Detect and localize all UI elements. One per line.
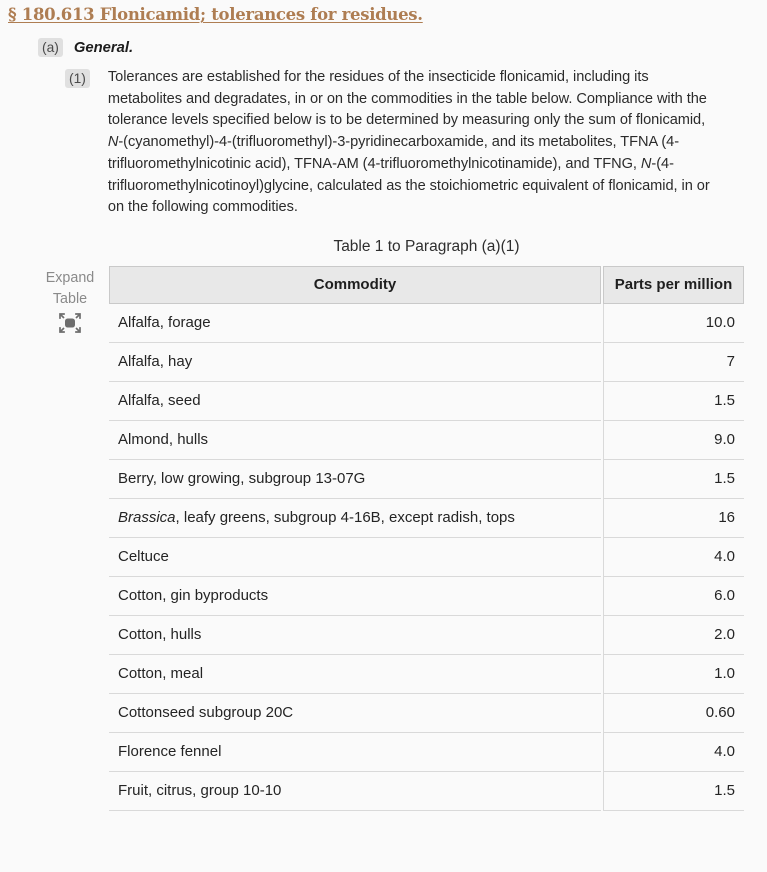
ppm-cell: 10.0: [603, 304, 744, 343]
commodity-cell: [109, 694, 601, 733]
table-header-row: [109, 266, 744, 304]
table-header: [109, 266, 744, 304]
ppm-cell: 1.5: [603, 772, 744, 811]
commodity-cell: [109, 460, 601, 499]
commodity-cell: [109, 382, 601, 421]
expand-table-button[interactable]: [38, 268, 102, 334]
text: Fruit, citrus, group 10-10: [118, 782, 282, 800]
text: Cotton, gin byproducts: [118, 587, 269, 605]
paragraph-a-marker: (a): [38, 38, 63, 57]
text: Alfalfa, seed: [118, 392, 201, 410]
commodity-cell: [109, 577, 601, 616]
ppm-cell: 0.60: [603, 694, 744, 733]
commodity-cell: [109, 499, 601, 538]
text: -(cyanomethyl)-4-(trifluoromethyl)-3-pyridinecarboxamide, and its metabolites, TFNA (4-trifluoromethylnicotinic acid), TFNA-AM (4-trifluoromethylnicotinamide), and TFNG,: [107, 134, 680, 172]
regulation-document: [0, 5, 767, 872]
paragraph-a: [38, 38, 767, 58]
ppm-cell: 1.5: [603, 382, 744, 421]
italic-text: N: [640, 155, 652, 172]
text: -(4-trifluoromethylnicotinoyl)glycine, calculated as the stoichiometric equivalent of flonicamid, in or on the following commodities.: [107, 155, 710, 216]
ppm-cell: 6.0: [603, 577, 744, 616]
expand-icon: [58, 312, 82, 334]
section-heading-link[interactable]: § 180.613 Flonicamid; tolerances for residues.: [8, 5, 423, 24]
ppm-cell: 1.0: [603, 655, 744, 694]
commodity-cell: [109, 421, 601, 460]
ppm-cell: 1.5: [603, 460, 744, 499]
ppm-cell: 4.0: [603, 538, 744, 577]
paragraph-a1-marker: (1): [65, 69, 90, 88]
commodity-cell: [109, 343, 601, 382]
text: Celtuce: [118, 548, 169, 566]
text: Alfalfa, hay: [118, 353, 193, 371]
ppm-cell: 7: [603, 343, 744, 382]
column-header-parts-per-million: Parts per million: [603, 266, 744, 304]
text: , leafy greens, subgroup 4-16B, except radish, tops: [175, 509, 515, 527]
text: Tolerances are established for the residues of the insecticide flonicamid, including its metabolites and degradates, in or on the commodities in the table below. Compliance with the tolerance levels specified below is to be determined by measuring only the sum of flonicamid,: [107, 69, 707, 129]
table-caption: Table 1 to Paragraph (a)(1): [333, 237, 520, 255]
expand-table-label-line1: Expand: [45, 269, 95, 286]
ppm-cell: 4.0: [603, 733, 744, 772]
commodity-cell: [109, 616, 601, 655]
table-row: [109, 343, 744, 382]
commodity-cell: [109, 538, 601, 577]
text: Berry, low growing, subgroup 13-07G: [118, 470, 366, 488]
ppm-cell: 9.0: [603, 421, 744, 460]
tolerance-table: [107, 266, 746, 811]
table-row: [109, 616, 744, 655]
table-row: [109, 733, 744, 772]
section-heading: [8, 5, 767, 24]
commodity-cell: [109, 733, 601, 772]
table-row: [109, 655, 744, 694]
text: Almond, hulls: [118, 431, 209, 449]
paragraph-a1-text: [108, 67, 720, 219]
column-header-commodity: Commodity: [109, 266, 601, 304]
text: Florence fennel: [118, 743, 222, 761]
paragraph-a-title: General.: [73, 40, 134, 56]
italic-text: Brassica: [118, 509, 176, 527]
table-row: [109, 772, 744, 811]
table-row: [109, 577, 744, 616]
italic-text: N: [107, 134, 119, 151]
paragraph-a1: [65, 69, 767, 219]
table-row: [109, 538, 744, 577]
commodity-cell: [109, 772, 601, 811]
commodity-cell: [109, 655, 601, 694]
table-body: [109, 304, 744, 811]
table-row: [109, 499, 744, 538]
ppm-cell: 16: [603, 499, 744, 538]
table-section: [0, 238, 767, 811]
text: Cottonseed subgroup 20C: [118, 704, 294, 722]
table-row: [109, 460, 744, 499]
table-row: [109, 694, 744, 733]
table-row: [109, 382, 744, 421]
text: Alfalfa, forage: [118, 314, 211, 332]
table-row: [109, 421, 744, 460]
text: Cotton, hulls: [118, 626, 202, 644]
table-row: [109, 304, 744, 343]
commodity-cell: [109, 304, 601, 343]
expand-table-label-line2: Table: [52, 290, 88, 307]
ppm-cell: 2.0: [603, 616, 744, 655]
text: Cotton, meal: [118, 665, 204, 683]
